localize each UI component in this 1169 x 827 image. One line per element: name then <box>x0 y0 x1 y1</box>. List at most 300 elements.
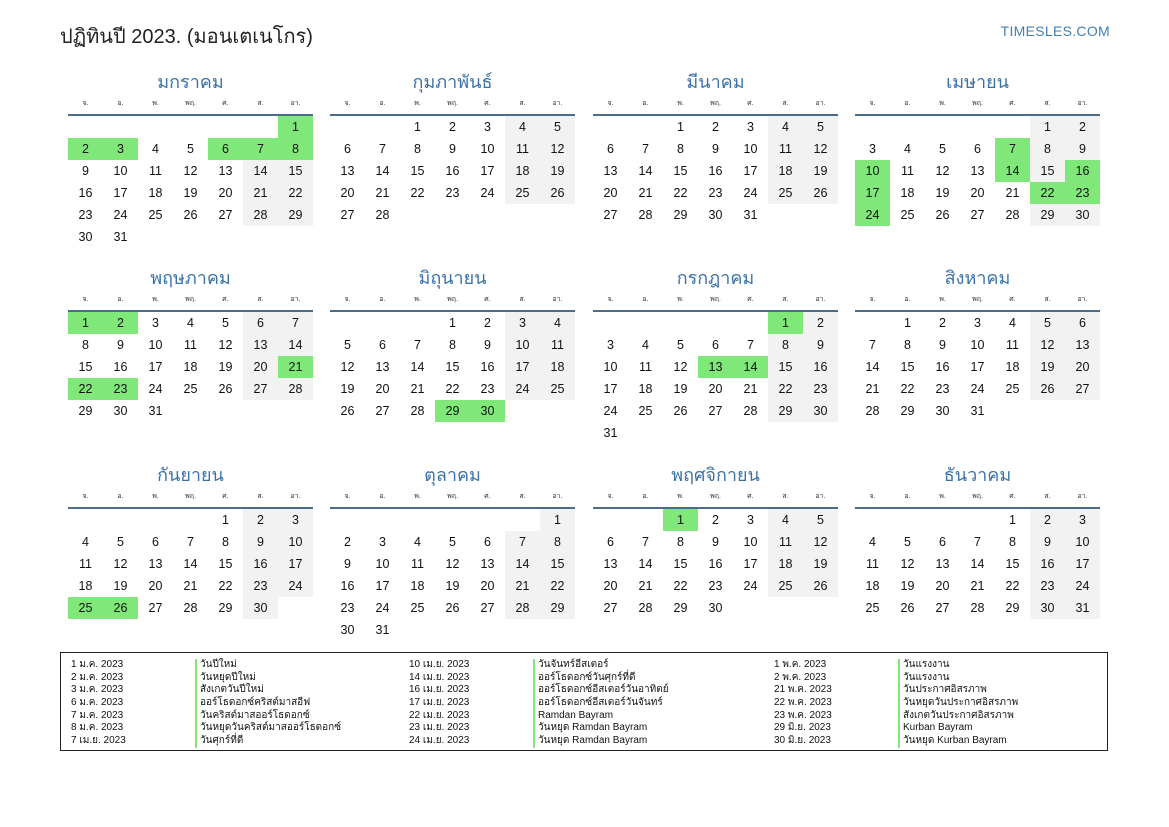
holiday-date: 6 ม.ค. 2023 <box>71 697 124 709</box>
weekday-label: พ. <box>939 493 946 500</box>
empty-cell <box>593 116 628 138</box>
holiday-column <box>409 659 739 748</box>
month-calendar <box>593 266 838 444</box>
holiday-day-cell: 24 <box>855 204 890 226</box>
day-cell: 12 <box>540 138 575 160</box>
holiday-date: 17 เม.ย. 2023 <box>409 697 470 709</box>
day-cell: 17 <box>1065 553 1100 575</box>
day-cell: 2 <box>1065 116 1100 138</box>
day-cell: 12 <box>218 338 233 352</box>
day-cell: 24 <box>603 404 618 418</box>
day-cell: 20 <box>480 579 495 593</box>
day-cell: 3 <box>152 316 159 330</box>
day-cell: 5 <box>187 142 194 156</box>
weekday-label: พฤ. <box>185 493 196 500</box>
empty-cell <box>733 312 768 334</box>
day-cell: 31 <box>970 404 985 418</box>
empty-cell <box>365 509 400 531</box>
month-calendar <box>593 70 838 226</box>
holiday-name: วันคริสต์มาสออร์โธดอกซ์ <box>195 710 310 723</box>
weekday-header <box>593 96 838 116</box>
day-cell: 13 <box>375 360 390 374</box>
day-grid <box>855 509 1100 619</box>
holiday-date: 1 ม.ค. 2023 <box>71 659 124 670</box>
weekday-label: พฤ. <box>972 296 983 303</box>
holiday-date: 22 พ.ค. 2023 <box>774 697 832 709</box>
day-cell: 6 <box>974 142 981 156</box>
month-name: มีนาคม <box>686 72 745 92</box>
day-cell: 6 <box>484 535 491 549</box>
holiday-date: 21 พ.ค. 2023 <box>774 684 832 696</box>
weekday-label: ส. <box>782 296 789 303</box>
day-cell: 21 <box>743 382 758 396</box>
weekday-label: จ. <box>82 296 89 303</box>
weekday-label: จ. <box>344 296 351 303</box>
day-cell: 29 <box>768 400 803 422</box>
day-cell: 28 <box>865 404 880 418</box>
day-cell: 11 <box>768 531 803 553</box>
holiday-day-cell: 21 <box>278 356 313 378</box>
day-cell: 5 <box>803 509 838 531</box>
day-cell: 10 <box>375 557 390 571</box>
day-cell: 3 <box>379 535 386 549</box>
holiday-date: 16 เม.ย. 2023 <box>409 684 470 696</box>
weekday-label: พ. <box>152 493 159 500</box>
day-cell: 13 <box>603 164 618 178</box>
day-cell: 24 <box>480 186 495 200</box>
month-name: เมษายน <box>946 72 1009 92</box>
day-cell: 2 <box>803 312 838 334</box>
day-cell: 18 <box>900 186 915 200</box>
day-grid <box>68 116 313 248</box>
day-cell: 8 <box>904 338 911 352</box>
day-cell: 28 <box>505 597 540 619</box>
holiday-column <box>71 659 401 748</box>
day-cell: 4 <box>869 535 876 549</box>
day-cell: 13 <box>218 164 233 178</box>
holiday-day-cell: 6 <box>208 138 243 160</box>
empty-cell <box>173 116 208 138</box>
day-cell: 8 <box>1009 535 1016 549</box>
holiday-day-cell: 16 <box>1065 160 1100 182</box>
day-cell: 28 <box>743 404 758 418</box>
weekday-label: อ. <box>379 493 386 500</box>
day-cell: 5 <box>117 535 124 549</box>
day-cell: 25 <box>768 182 803 204</box>
weekday-label: จ. <box>344 100 351 107</box>
empty-cell <box>173 509 208 531</box>
site-link[interactable]: TIMESLES.COM <box>1000 23 1110 39</box>
day-cell: 7 <box>642 535 649 549</box>
day-cell: 20 <box>603 579 618 593</box>
holiday-name: วันหยุดปีใหม่ <box>195 672 256 685</box>
holiday-name: วันแรงงาน <box>898 672 949 685</box>
weekday-label: พ. <box>414 296 421 303</box>
weekday-label: พฤ. <box>185 296 196 303</box>
month-calendar <box>330 463 575 641</box>
day-cell: 29 <box>218 601 233 615</box>
day-cell: 21 <box>243 182 278 204</box>
holiday-day-cell: 23 <box>103 378 138 400</box>
day-cell: 15 <box>900 360 915 374</box>
day-cell: 8 <box>449 338 456 352</box>
day-cell: 9 <box>117 338 124 352</box>
weekday-header <box>330 96 575 116</box>
holiday-row <box>71 722 401 735</box>
day-cell: 11 <box>901 164 914 178</box>
day-cell: 30 <box>708 601 723 615</box>
weekday-label: พ. <box>677 296 684 303</box>
empty-cell <box>925 509 960 531</box>
day-cell: 25 <box>638 404 653 418</box>
day-cell: 28 <box>278 378 313 400</box>
empty-cell <box>330 116 365 138</box>
weekday-label: พฤ. <box>447 493 458 500</box>
day-cell: 28 <box>638 601 653 615</box>
holiday-name: วันแรงงาน <box>898 659 949 672</box>
day-cell: 2 <box>939 316 946 330</box>
day-cell: 10 <box>480 142 495 156</box>
holiday-date: 3 ม.ค. 2023 <box>71 684 124 696</box>
day-cell: 18 <box>148 186 163 200</box>
month-name: ธันวาคม <box>943 465 1012 485</box>
day-cell: 5 <box>939 142 946 156</box>
weekday-header <box>855 292 1100 312</box>
holiday-name: วันหยุด Kurban Bayram <box>898 735 1007 748</box>
day-cell: 2 <box>712 513 719 527</box>
day-cell: 8 <box>677 535 684 549</box>
day-cell: 11 <box>768 138 803 160</box>
holiday-date: 24 เม.ย. 2023 <box>409 735 470 747</box>
day-cell: 11 <box>149 164 162 178</box>
day-cell: 10 <box>113 164 128 178</box>
day-cell: 3 <box>484 120 491 134</box>
day-cell: 11 <box>184 338 197 352</box>
day-cell: 28 <box>410 404 425 418</box>
day-cell: 31 <box>743 208 758 222</box>
day-cell: 3 <box>1065 509 1100 531</box>
day-cell: 21 <box>865 382 880 396</box>
day-cell: 15 <box>673 557 688 571</box>
weekday-label: พ. <box>939 100 946 107</box>
day-cell: 17 <box>505 356 540 378</box>
day-cell: 24 <box>505 378 540 400</box>
month-name: มิถุนายน <box>418 268 487 288</box>
day-cell: 21 <box>970 579 985 593</box>
empty-cell <box>890 509 925 531</box>
day-cell: 1 <box>222 513 229 527</box>
day-cell: 27 <box>603 208 618 222</box>
weekday-header <box>593 292 838 312</box>
day-cell: 6 <box>379 338 386 352</box>
empty-cell <box>960 116 995 138</box>
day-cell: 5 <box>449 535 456 549</box>
day-cell: 23 <box>340 601 355 615</box>
day-cell: 6 <box>712 338 719 352</box>
day-cell: 10 <box>743 142 758 156</box>
day-cell: 11 <box>639 360 652 374</box>
day-cell: 21 <box>410 382 425 396</box>
day-cell: 22 <box>278 182 313 204</box>
day-cell: 22 <box>445 382 460 396</box>
day-cell: 29 <box>1005 601 1020 615</box>
day-cell: 29 <box>78 404 93 418</box>
day-cell: 14 <box>410 360 425 374</box>
day-cell: 19 <box>218 360 233 374</box>
day-cell: 10 <box>603 360 618 374</box>
weekday-label: อ. <box>904 100 911 107</box>
weekday-label: อา. <box>290 493 301 500</box>
day-cell: 30 <box>1065 204 1100 226</box>
day-cell: 12 <box>183 164 198 178</box>
day-cell: 22 <box>1005 579 1020 593</box>
weekday-label: ศ. <box>1009 493 1016 500</box>
weekday-label: จ. <box>869 296 876 303</box>
day-cell: 9 <box>449 142 456 156</box>
day-cell: 3 <box>869 142 876 156</box>
weekday-label: พฤ. <box>710 296 721 303</box>
holiday-row <box>409 684 739 697</box>
day-cell: 28 <box>1005 208 1020 222</box>
holiday-row <box>71 697 401 710</box>
holiday-date: 7 เม.ย. 2023 <box>71 735 126 747</box>
holiday-day-cell: 22 <box>68 378 103 400</box>
holiday-day-cell: 2 <box>103 312 138 334</box>
holiday-day-cell: 8 <box>278 138 313 160</box>
empty-cell <box>628 509 663 531</box>
day-cell: 3 <box>278 509 313 531</box>
day-cell: 6 <box>243 312 278 334</box>
day-cell: 17 <box>743 164 758 178</box>
day-cell: 13 <box>148 557 163 571</box>
day-cell: 24 <box>148 382 163 396</box>
day-cell: 28 <box>183 601 198 615</box>
holiday-row <box>409 659 739 672</box>
day-cell: 1 <box>414 120 421 134</box>
holiday-day-cell: 1 <box>768 312 803 334</box>
day-cell: 20 <box>1065 356 1100 378</box>
day-cell: 10 <box>743 535 758 549</box>
day-cell: 15 <box>410 164 425 178</box>
day-cell: 5 <box>1030 312 1065 334</box>
holiday-date: 1 พ.ค. 2023 <box>774 659 827 670</box>
holiday-name: ออร์โธดอกซ์อีสเตอร์วันจันทร์ <box>533 697 663 710</box>
day-cell: 23 <box>480 382 495 396</box>
day-cell: 24 <box>970 382 985 396</box>
day-cell: 8 <box>414 142 421 156</box>
holiday-day-cell: 2 <box>68 138 103 160</box>
weekday-label: จ. <box>607 296 614 303</box>
weekday-label: จ. <box>869 100 876 107</box>
weekday-label: จ. <box>82 100 89 107</box>
empty-cell <box>925 116 960 138</box>
day-cell: 26 <box>183 208 198 222</box>
day-cell: 14 <box>970 557 985 571</box>
day-cell: 17 <box>970 360 985 374</box>
day-cell: 25 <box>768 575 803 597</box>
empty-cell <box>68 116 103 138</box>
day-cell: 20 <box>708 382 723 396</box>
day-grid <box>330 312 575 422</box>
day-cell: 2 <box>344 535 351 549</box>
empty-cell <box>400 312 435 334</box>
day-cell: 16 <box>708 557 723 571</box>
weekday-label: จ. <box>344 493 351 500</box>
day-cell: 8 <box>82 338 89 352</box>
day-cell: 20 <box>970 186 985 200</box>
day-cell: 21 <box>1005 186 1020 200</box>
holiday-day-cell: 26 <box>103 597 138 619</box>
day-cell: 1 <box>540 509 575 531</box>
weekday-label: จ. <box>82 493 89 500</box>
day-cell: 9 <box>243 531 278 553</box>
day-cell: 27 <box>148 601 163 615</box>
weekday-label: พฤ. <box>447 100 458 107</box>
weekday-label: ส. <box>519 100 526 107</box>
empty-cell <box>855 509 890 531</box>
day-cell: 24 <box>743 186 758 200</box>
day-cell: 13 <box>603 557 618 571</box>
day-cell: 4 <box>82 535 89 549</box>
holiday-row <box>409 735 739 748</box>
day-cell: 22 <box>673 579 688 593</box>
day-cell: 9 <box>344 557 351 571</box>
day-cell: 29 <box>278 204 313 226</box>
empty-cell <box>505 509 540 531</box>
day-cell: 23 <box>445 186 460 200</box>
holiday-name: วันปีใหม่ <box>195 659 237 672</box>
holiday-column <box>774 659 1104 748</box>
day-cell: 15 <box>78 360 93 374</box>
day-cell: 20 <box>243 356 278 378</box>
day-cell: 4 <box>187 316 194 330</box>
holiday-day-cell: 1 <box>663 509 698 531</box>
day-cell: 18 <box>78 579 93 593</box>
weekday-label: จ. <box>607 100 614 107</box>
holiday-date: 7 ม.ค. 2023 <box>71 709 124 721</box>
day-cell: 1 <box>449 316 456 330</box>
holiday-name: สังเกตวันประกาศอิสรภาพ <box>898 710 1014 723</box>
empty-cell <box>593 312 628 334</box>
holiday-name: Kurban Bayram <box>898 722 972 735</box>
day-cell: 13 <box>1065 334 1100 356</box>
weekday-label: พฤ. <box>972 493 983 500</box>
day-cell: 22 <box>540 575 575 597</box>
day-cell: 30 <box>935 404 950 418</box>
day-grid <box>68 509 313 619</box>
day-cell: 10 <box>148 338 163 352</box>
day-cell: 13 <box>970 164 985 178</box>
day-cell: 16 <box>1030 553 1065 575</box>
day-cell: 12 <box>445 557 460 571</box>
day-cell: 28 <box>970 601 985 615</box>
month-calendar <box>855 463 1100 619</box>
weekday-label: อา. <box>1077 296 1088 303</box>
day-grid <box>855 312 1100 422</box>
weekday-label: อา. <box>290 100 301 107</box>
day-cell: 27 <box>603 601 618 615</box>
day-cell: 17 <box>375 579 390 593</box>
day-cell: 24 <box>278 575 313 597</box>
day-cell: 16 <box>243 553 278 575</box>
day-cell: 27 <box>1065 378 1100 400</box>
day-grid <box>593 116 838 226</box>
day-cell: 15 <box>768 356 803 378</box>
day-cell: 5 <box>344 338 351 352</box>
day-cell: 7 <box>869 338 876 352</box>
weekday-label: พ. <box>414 100 421 107</box>
holiday-legend <box>60 652 1108 751</box>
holiday-date: 10 เม.ย. 2023 <box>409 659 470 670</box>
day-cell: 13 <box>480 557 495 571</box>
weekday-label: พ. <box>152 296 159 303</box>
day-cell: 12 <box>673 360 688 374</box>
day-cell: 19 <box>900 579 915 593</box>
weekday-label: อา. <box>815 100 826 107</box>
holiday-day-cell: 23 <box>1065 182 1100 204</box>
day-cell: 27 <box>243 378 278 400</box>
day-cell: 26 <box>673 404 688 418</box>
day-cell: 5 <box>222 316 229 330</box>
weekday-label: อ. <box>642 296 649 303</box>
empty-cell <box>890 116 925 138</box>
weekday-label: ส. <box>257 296 264 303</box>
weekday-header <box>68 292 313 312</box>
day-cell: 16 <box>340 579 355 593</box>
day-cell: 31 <box>113 230 128 244</box>
day-cell: 11 <box>79 557 92 571</box>
day-cell: 9 <box>1030 531 1065 553</box>
holiday-date: 2 ม.ค. 2023 <box>71 671 124 683</box>
month-calendar <box>330 266 575 422</box>
day-cell: 11 <box>866 557 879 571</box>
holiday-day-cell: 14 <box>995 160 1030 182</box>
holiday-row <box>71 684 401 697</box>
empty-cell <box>698 312 733 334</box>
holiday-row <box>409 710 739 723</box>
day-cell: 2 <box>484 316 491 330</box>
holiday-day-cell: 1 <box>278 116 313 138</box>
day-cell: 12 <box>803 138 838 160</box>
day-cell: 26 <box>803 182 838 204</box>
day-cell: 16 <box>445 164 460 178</box>
empty-cell <box>628 312 663 334</box>
holiday-name: วันหยุดวันคริสต์มาสออร์โธดอกซ์ <box>195 722 341 735</box>
day-cell: 30 <box>708 208 723 222</box>
day-cell: 16 <box>480 360 495 374</box>
day-cell: 9 <box>1065 138 1100 160</box>
day-cell: 25 <box>148 208 163 222</box>
day-cell: 25 <box>410 601 425 615</box>
day-cell: 12 <box>340 360 355 374</box>
day-cell: 21 <box>638 186 653 200</box>
holiday-name: วันจันทร์อีสเตอร์ <box>533 659 609 672</box>
weekday-label: พ. <box>414 493 421 500</box>
day-cell: 27 <box>708 404 723 418</box>
day-cell: 26 <box>218 382 233 396</box>
day-cell: 9 <box>803 334 838 356</box>
day-cell: 15 <box>540 553 575 575</box>
holiday-row <box>409 697 739 710</box>
day-cell: 14 <box>243 160 278 182</box>
empty-cell <box>663 312 698 334</box>
day-cell: 10 <box>505 334 540 356</box>
day-cell: 26 <box>935 208 950 222</box>
day-cell: 4 <box>768 116 803 138</box>
weekday-label: ส. <box>519 493 526 500</box>
weekday-label: พฤ. <box>710 493 721 500</box>
day-cell: 1 <box>1009 513 1016 527</box>
